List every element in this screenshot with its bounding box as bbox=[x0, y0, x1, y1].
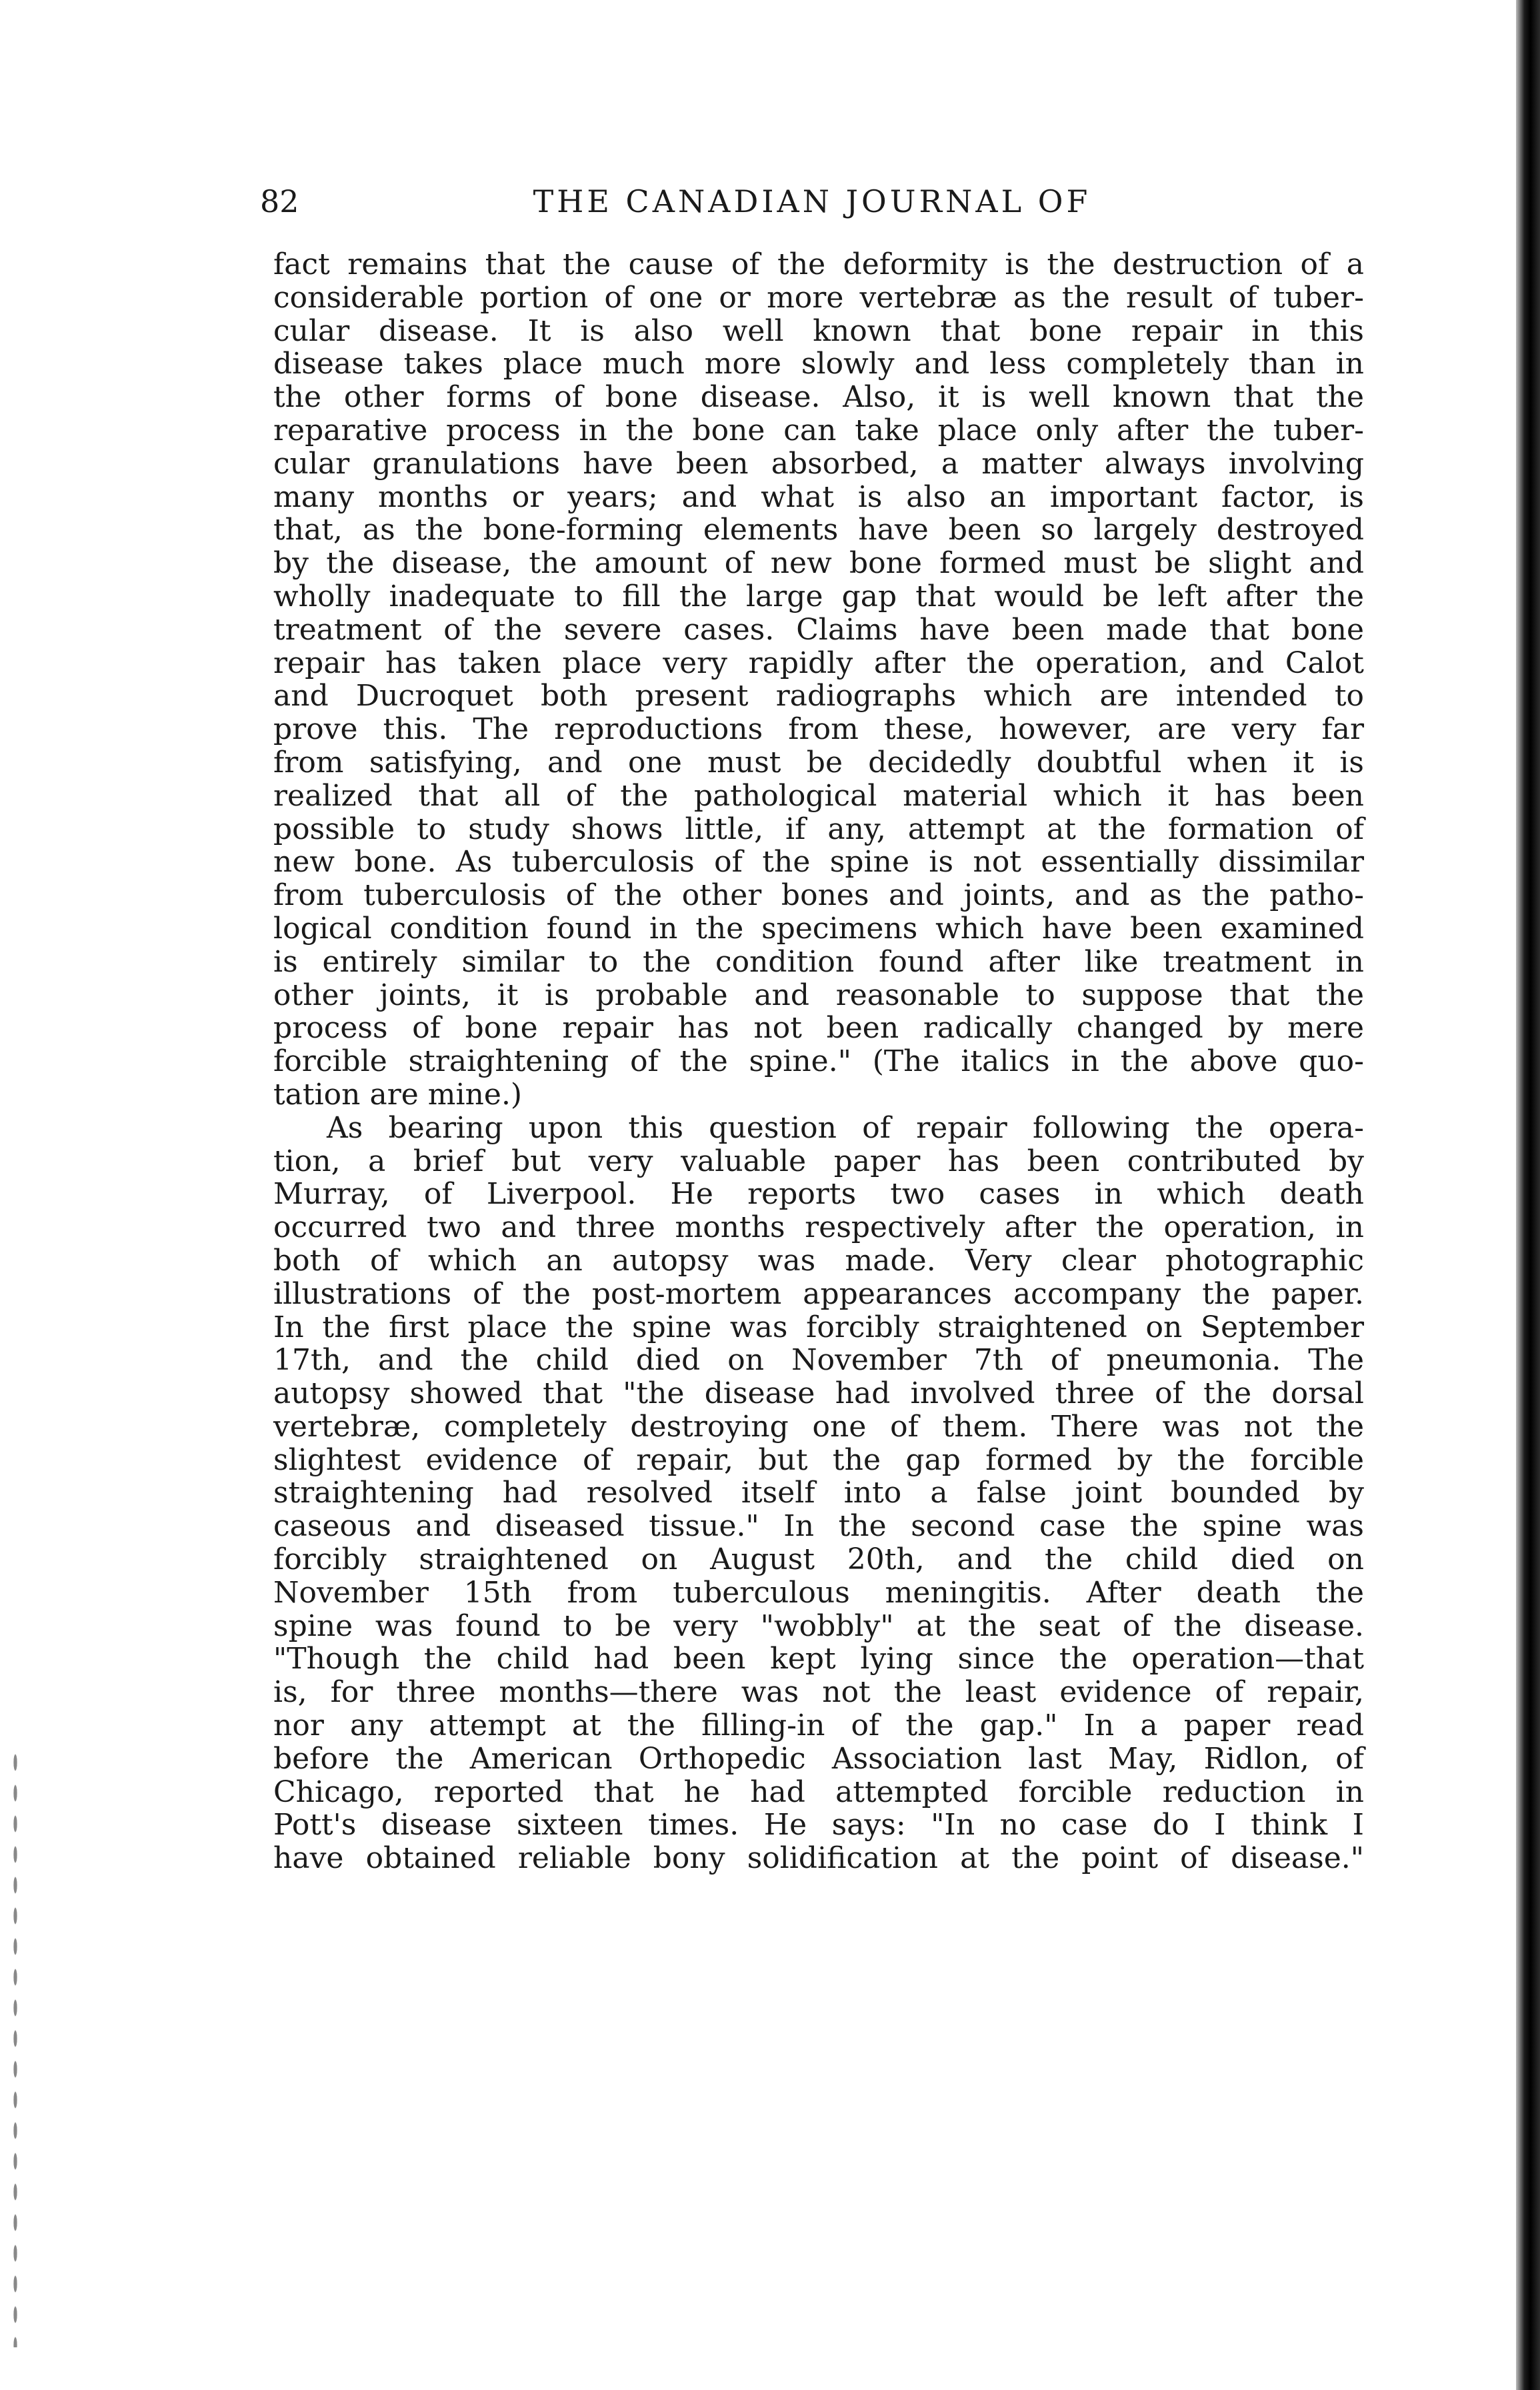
scan-margin-specks bbox=[12, 1747, 19, 2347]
text-line: new bone. As tuberculosis of the spine is not essentially dissimilar bbox=[273, 845, 1364, 880]
text-line: forcible straightening of the spine." (The italics in the above quo- bbox=[273, 1044, 1364, 1079]
text-line: occurred two and three months respectively after the operation, in bbox=[273, 1210, 1364, 1245]
page-header bbox=[260, 175, 1364, 228]
text-line: 17th, and the child died on November 7th of pneumonia. The bbox=[273, 1343, 1364, 1378]
text-line: caseous and diseased tissue." In the second case the spine was bbox=[273, 1509, 1364, 1544]
text-line: Pott's disease sixteen times. He says: "In no case do I think I bbox=[273, 1808, 1364, 1843]
text-line: possible to study shows little, if any, attempt at the formation of bbox=[273, 812, 1364, 846]
text-line: In the first place the spine was forcibly straightened on September bbox=[273, 1310, 1364, 1344]
text-line: straightening had resolved itself into a false joint bounded by bbox=[273, 1476, 1364, 1510]
text-line: disease takes place much more slowly and less completely than in bbox=[273, 347, 1364, 381]
text-line: tation are mine.) bbox=[273, 1077, 523, 1112]
text-line: reparative process in the bone can take place only after the tuber- bbox=[273, 413, 1364, 447]
scan-edge-shadow bbox=[1516, 0, 1540, 2390]
text-line: before the American Orthopedic Association last May, Ridlon, of bbox=[273, 1741, 1364, 1776]
text-line: prove this. The reproductions from these, however, are very far bbox=[273, 712, 1364, 747]
page-number: 82 bbox=[260, 183, 299, 219]
text-line: Murray, of Liverpool. He reports two cases in which death bbox=[273, 1177, 1364, 1212]
text-line: the other forms of bone disease. Also, it is well known that the bbox=[273, 380, 1364, 415]
running-head: THE CANADIAN JOURNAL OF bbox=[533, 183, 1091, 219]
text-line: cular disease. It is also well known that bone repair in this bbox=[273, 313, 1364, 348]
text-line: is entirely similar to the condition found after like treatment in bbox=[273, 944, 1364, 979]
text-line: autopsy showed that "the disease had involved three of the dorsal bbox=[273, 1376, 1364, 1411]
article-body bbox=[273, 248, 1364, 2249]
text-line: by the disease, the amount of new bone formed must be slight and bbox=[273, 546, 1364, 581]
text-line: logical condition found in the specimens which have been examined bbox=[273, 911, 1364, 946]
text-line: from satisfying, and one must be decidedly doubtful when it is bbox=[273, 745, 1364, 780]
text-line: tion, a brief but very valuable paper has been contributed by bbox=[273, 1144, 1364, 1178]
text-line: both of which an autopsy was made. Very clear photographic bbox=[273, 1243, 1364, 1278]
text-line: is, for three months—there was not the least evidence of repair, bbox=[273, 1675, 1364, 1710]
text-line: wholly inadequate to fill the large gap that would be left after the bbox=[273, 579, 1364, 614]
text-line: considerable portion of one or more vertebræ as the result of tuber- bbox=[273, 280, 1364, 315]
text-line: As bearing upon this question of repair following the opera- bbox=[327, 1110, 1364, 1145]
text-line: fact remains that the cause of the deformity is the destruction of a bbox=[273, 247, 1364, 281]
text-line: spine was found to be very "wobbly" at the seat of the disease. bbox=[273, 1608, 1364, 1643]
text-line: illustrations of the post-mortem appearances accompany the paper. bbox=[273, 1276, 1364, 1311]
text-line: process of bone repair has not been radically changed by mere bbox=[273, 1011, 1364, 1046]
text-line: November 15th from tuberculous meningitis. After death the bbox=[273, 1575, 1364, 1610]
text-line: vertebræ, completely destroying one of them. There was not the bbox=[273, 1409, 1364, 1444]
text-line: slightest evidence of repair, but the gap formed by the forcible bbox=[273, 1442, 1364, 1477]
text-line: nor any attempt at the filling-in of the gap." In a paper read bbox=[273, 1708, 1364, 1743]
text-line: repair has taken place very rapidly after the operation, and Calot bbox=[273, 646, 1364, 680]
text-line: many months or years; and what is also an important factor, is bbox=[273, 479, 1364, 514]
text-line: from tuberculosis of the other bones and joints, and as the patho- bbox=[273, 878, 1364, 913]
text-line: Chicago, reported that he had attempted forcible reduction in bbox=[273, 1774, 1364, 1809]
text-line: forcibly straightened on August 20th, and the child died on bbox=[273, 1542, 1364, 1577]
text-line: "Though the child had been kept lying since the operation—that bbox=[273, 1642, 1364, 1676]
text-line: have obtained reliable bony solidification at the point of disease." bbox=[273, 1841, 1364, 1876]
text-line: realized that all of the pathological material which it has been bbox=[273, 778, 1364, 813]
text-line: cular granulations have been absorbed, a matter always involving bbox=[273, 446, 1364, 481]
text-line: other joints, it is probable and reasonable to suppose that the bbox=[273, 978, 1364, 1012]
text-line: that, as the bone-forming elements have been so largely destroyed bbox=[273, 513, 1364, 547]
text-line: and Ducroquet both present radiographs which are intended to bbox=[273, 679, 1364, 714]
text-line: treatment of the severe cases. Claims have been made that bone bbox=[273, 612, 1364, 647]
